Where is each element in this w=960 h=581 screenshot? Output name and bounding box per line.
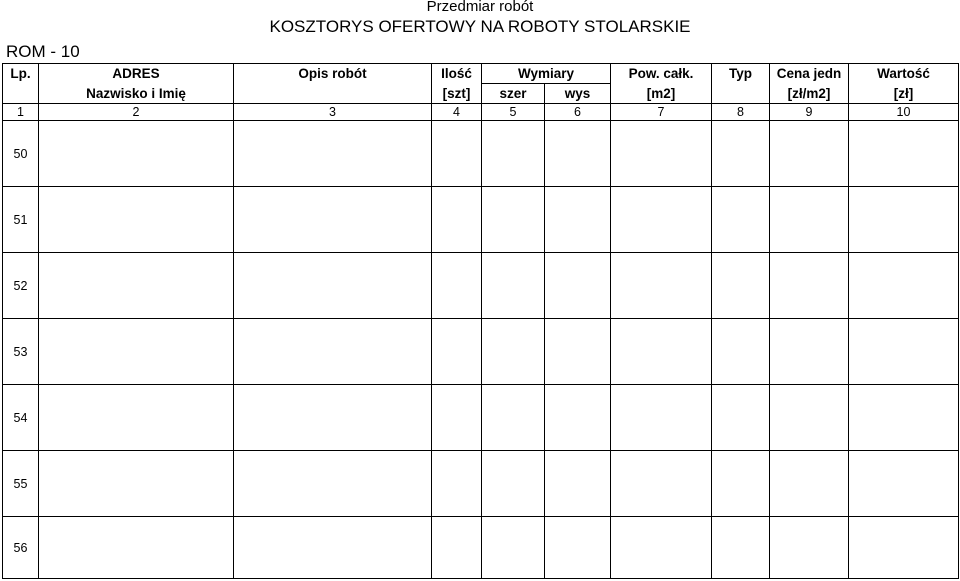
row-number: 52 bbox=[3, 253, 39, 319]
col-cena-unit: [zł/m2] bbox=[770, 84, 849, 104]
empty-cell bbox=[849, 319, 959, 385]
empty-cell bbox=[712, 187, 770, 253]
column-number: 5 bbox=[482, 104, 545, 121]
empty-cell bbox=[432, 385, 482, 451]
empty-cell bbox=[712, 385, 770, 451]
empty-cell bbox=[712, 517, 770, 579]
row-number: 55 bbox=[3, 451, 39, 517]
empty-cell bbox=[234, 517, 432, 579]
empty-cell bbox=[39, 517, 234, 579]
col-typ-unit bbox=[712, 84, 770, 104]
empty-cell bbox=[234, 121, 432, 187]
empty-cell bbox=[234, 319, 432, 385]
empty-cell bbox=[234, 187, 432, 253]
empty-cell bbox=[611, 319, 712, 385]
col-wartosc-unit: [zł] bbox=[849, 84, 959, 104]
empty-cell bbox=[770, 121, 849, 187]
empty-cell bbox=[432, 451, 482, 517]
table-row bbox=[3, 121, 959, 187]
empty-cell bbox=[770, 253, 849, 319]
empty-cell bbox=[482, 385, 545, 451]
empty-cell bbox=[770, 385, 849, 451]
row-number: 54 bbox=[3, 385, 39, 451]
empty-cell bbox=[432, 319, 482, 385]
page-title: KOSZTORYS OFERTOWY NA ROBOTY STOLARSKIE bbox=[269, 17, 691, 36]
empty-cell bbox=[712, 253, 770, 319]
empty-cell bbox=[770, 187, 849, 253]
row-number: 51 bbox=[3, 187, 39, 253]
empty-cell bbox=[234, 385, 432, 451]
empty-cell bbox=[234, 253, 432, 319]
header-row-1 bbox=[3, 64, 959, 84]
col-wymiary-header: Wymiary bbox=[482, 64, 611, 84]
estimate-table bbox=[2, 63, 959, 579]
col-typ-header: Typ bbox=[712, 64, 770, 84]
empty-cell bbox=[611, 121, 712, 187]
empty-cell bbox=[849, 517, 959, 579]
empty-cell bbox=[482, 187, 545, 253]
empty-cell bbox=[482, 517, 545, 579]
empty-cell bbox=[712, 451, 770, 517]
empty-cell bbox=[39, 253, 234, 319]
empty-cell bbox=[482, 253, 545, 319]
col-wys-header: wys bbox=[545, 84, 611, 104]
empty-cell bbox=[234, 451, 432, 517]
column-number: 8 bbox=[712, 104, 770, 121]
col-lp-header: Lp. bbox=[3, 64, 39, 84]
empty-cell bbox=[770, 319, 849, 385]
col-ilosc-unit: [szt] bbox=[432, 84, 482, 104]
empty-cell bbox=[849, 451, 959, 517]
empty-cell bbox=[611, 451, 712, 517]
col-opis-header: Opis robót bbox=[234, 64, 432, 84]
empty-cell bbox=[545, 319, 611, 385]
column-number: 9 bbox=[770, 104, 849, 121]
subtitle: Przedmiar robót bbox=[426, 0, 534, 15]
column-number: 7 bbox=[611, 104, 712, 121]
empty-cell bbox=[482, 451, 545, 517]
col-pow-unit: [m2] bbox=[611, 84, 712, 104]
table-row bbox=[3, 517, 959, 579]
col-opis-unit bbox=[234, 84, 432, 104]
empty-cell bbox=[611, 253, 712, 319]
table-row bbox=[3, 451, 959, 517]
empty-cell bbox=[545, 517, 611, 579]
empty-cell bbox=[770, 517, 849, 579]
column-number: 4 bbox=[432, 104, 482, 121]
empty-cell bbox=[611, 187, 712, 253]
empty-cell bbox=[849, 253, 959, 319]
empty-cell bbox=[432, 517, 482, 579]
col-cena-header: Cena jedn bbox=[770, 64, 849, 84]
row-number: 50 bbox=[3, 121, 39, 187]
col-adres-header: ADRES bbox=[39, 64, 234, 84]
column-number-row bbox=[3, 104, 959, 121]
empty-cell bbox=[545, 253, 611, 319]
col-wartosc-header: Wartość bbox=[849, 64, 959, 84]
empty-cell bbox=[39, 121, 234, 187]
column-number: 1 bbox=[3, 104, 39, 121]
table-row bbox=[3, 319, 959, 385]
row-number: 56 bbox=[3, 517, 39, 579]
empty-cell bbox=[849, 385, 959, 451]
table-body bbox=[3, 121, 959, 579]
empty-cell bbox=[39, 187, 234, 253]
col-pow-header: Pow. całk. bbox=[611, 64, 712, 84]
empty-cell bbox=[849, 187, 959, 253]
room-label: ROM - 10 bbox=[6, 42, 80, 61]
empty-cell bbox=[712, 319, 770, 385]
empty-cell bbox=[432, 253, 482, 319]
empty-cell bbox=[482, 121, 545, 187]
col-nazwisko-header: Nazwisko i Imię bbox=[39, 84, 234, 104]
column-number: 10 bbox=[849, 104, 959, 121]
header-row-2 bbox=[3, 84, 959, 104]
empty-cell bbox=[545, 385, 611, 451]
empty-cell bbox=[482, 319, 545, 385]
empty-cell bbox=[545, 187, 611, 253]
empty-cell bbox=[545, 451, 611, 517]
column-number: 6 bbox=[545, 104, 611, 121]
empty-cell bbox=[712, 121, 770, 187]
col-lp-unit bbox=[3, 84, 39, 104]
empty-cell bbox=[432, 121, 482, 187]
row-number: 53 bbox=[3, 319, 39, 385]
empty-cell bbox=[432, 187, 482, 253]
column-number: 3 bbox=[234, 104, 432, 121]
empty-cell bbox=[611, 517, 712, 579]
col-ilosc-header: Ilość bbox=[432, 64, 482, 84]
column-number: 2 bbox=[39, 104, 234, 121]
empty-cell bbox=[39, 451, 234, 517]
table-row bbox=[3, 253, 959, 319]
empty-cell bbox=[545, 121, 611, 187]
table-row bbox=[3, 187, 959, 253]
table-row bbox=[3, 385, 959, 451]
empty-cell bbox=[39, 385, 234, 451]
empty-cell bbox=[770, 451, 849, 517]
empty-cell bbox=[611, 385, 712, 451]
empty-cell bbox=[39, 319, 234, 385]
empty-cell bbox=[849, 121, 959, 187]
col-szer-header: szer bbox=[482, 84, 545, 104]
